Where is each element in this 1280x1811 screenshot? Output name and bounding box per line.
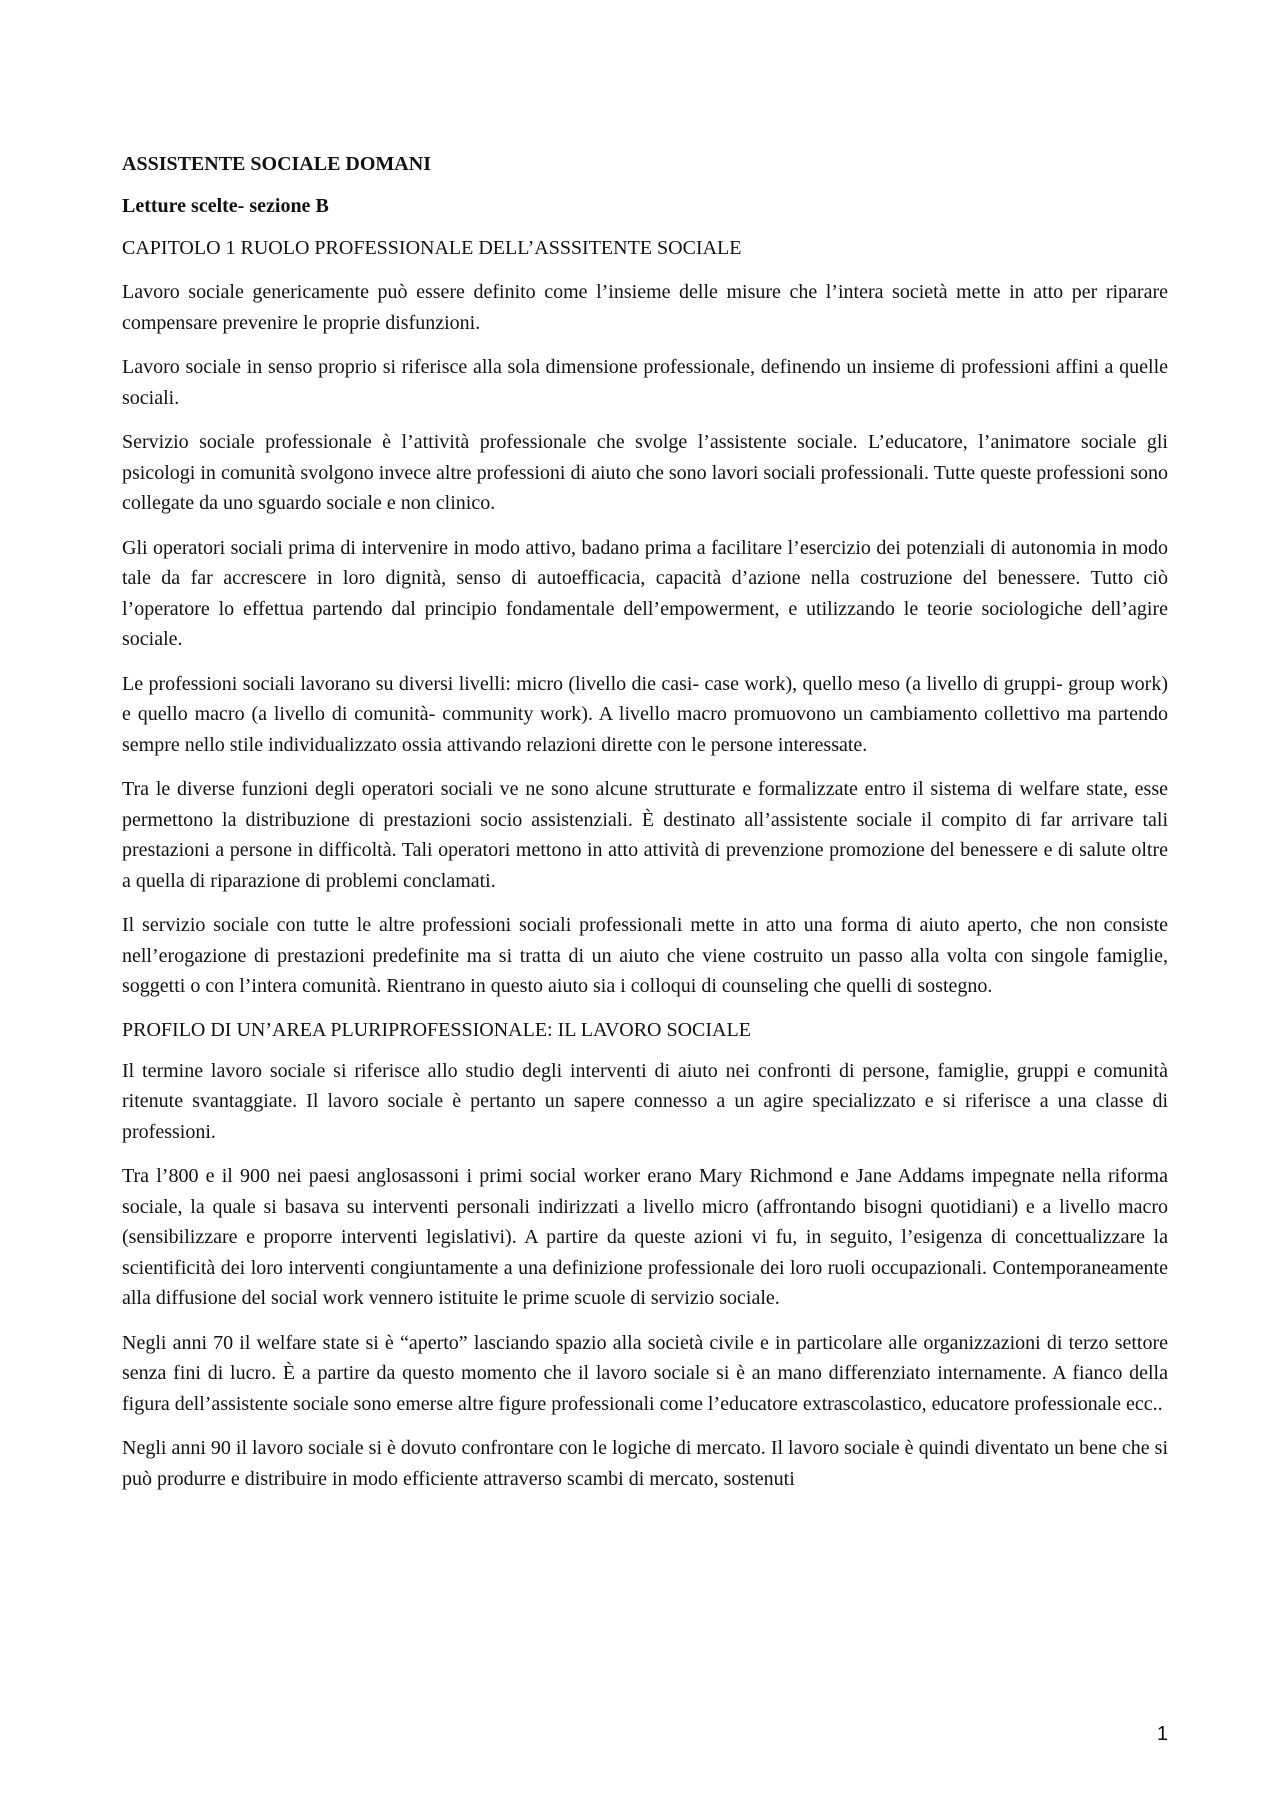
paragraph: Il servizio sociale con tutte le altre professioni sociali professionali mette in atto una forma di aiuto aperto, che non consiste nell’erogazione di prestazioni predefinite ma si tratta di un aiuto che viene costruito un passo alla volta con singole famiglie, soggetti o con l’intera comunità. Rientrano in questo aiuto sia i colloqui di counseling che quelli di sostegno.	[122, 914, 1168, 997]
paragraph: Le professioni sociali lavorano su diversi livelli: micro (livello die casi- case work), quello meso (a livello di gruppi- group work) e quello macro (a livello di comunità- community work). A livello macro promuovono un cambiamento collettivo ma partendo sempre nello stile individualizzato ossia attivando relazioni dirette con le persone interessate.	[122, 672, 1168, 756]
document-subtitle: Letture scelte- sezione B	[122, 195, 329, 217]
page-content	[122, 151, 1168, 1508]
chapter-heading: CAPITOLO 1 RUOLO PROFESSIONALE DELL’ASSSITENTE SOCIALE	[122, 237, 742, 259]
section-paragraph: Tra l’800 e il 900 nei paesi anglosassoni i primi social worker erano Mary Richmond e Jane Addams impegnate nella riforma sociale, la quale si basava su interventi personali indirizzati a livello micro (affrontando bisogni quotidiani) e a livello macro (sensibilizzare e proporre interventi legislativi). A partire da queste azioni vi fu, in seguito, l’esigenza di concettualizzare la scientificità dei loro interventi congiuntamente a una definizione professionale dei loro ruoli occupazionali. Contemporaneamente alla diffusione del social work vennero istituite le prime scuole di servizio sociale.	[122, 1165, 1168, 1309]
page-number: 1	[1156, 1723, 1168, 1745]
paragraph: Gli operatori sociali prima di intervenire in modo attivo, badano prima a facilitare l’esercizio dei potenziali di autonomia in modo tale da far accrescere in loro dignità, senso di autoefficacia, capacità d’azione nella costruzione del benessere. Tutto ciò l’operatore lo effettua partendo dal principio fondamentale dell’empowerment, e utilizzando le teorie sociologiche dell’agire sociale.	[122, 536, 1168, 650]
section-paragraph: Negli anni 90 il lavoro sociale si è dovuto confrontare con le logiche di mercato. Il lavoro sociale è quindi diventato un bene che si può produrre e distribuire in modo efficiente attraverso scambi di mercato, sostenuti	[122, 1437, 1168, 1490]
paragraph: Tra le diverse funzioni degli operatori sociali ve ne sono alcune strutturate e formalizzate entro il sistema di welfare state, esse permettono la distribuzione di prestazioni socio assistenziali. È destinato all’assistente sociale il compito di far arrivare tali prestazioni a persone in difficoltà. Tali operatori mettono in atto attività di prevenzione promozione del benessere e di salute oltre a quella di riparazione di problemi conclamati.	[122, 778, 1168, 892]
paragraph: Lavoro sociale genericamente può essere definito come l’insieme delle misure che l’intera società mette in atto per riparare compensare prevenire le proprie disfunzioni.	[122, 281, 1168, 334]
paragraph: Lavoro sociale in senso proprio si riferisce alla sola dimensione professionale, definendo un insieme di professioni affini a quelle sociali.	[122, 356, 1168, 409]
section-paragraph: Il termine lavoro sociale si riferisce allo studio degli interventi di aiuto nei confronti di persone, famiglie, gruppi e comunità ritenute svantaggiate. Il lavoro sociale è pertanto un sapere connesso a un agire specializzato e si riferisce a una classe di professioni.	[122, 1059, 1168, 1143]
document-title: ASSISTENTE SOCIALE DOMANI	[122, 153, 431, 175]
section-paragraph: Negli anni 70 il welfare state si è “aperto” lasciando spazio alla società civile e in particolare alle organizzazioni di terzo settore senza fini di lucro. È a partire da questo momento che il lavoro sociale si è an mano differenziato internamente. A fianco della figura dell’assistente sociale sono emerse altre figure professionali come l’educatore extrascolastico, educatore professionale ecc..	[122, 1331, 1168, 1415]
section-heading: PROFILO DI UN’AREA PLURIPROFESSIONALE: IL LAVORO SOCIALE	[122, 1018, 751, 1041]
paragraph: Servizio sociale professionale è l’attività professionale che svolge l’assistente sociale. L’educatore, l’animatore sociale gli psicologi in comunità svolgono invece altre professioni di aiuto che sono lavori sociali professionali. Tutte queste professioni sono collegate da uno sguardo sociale e non clinico.	[122, 431, 1168, 514]
